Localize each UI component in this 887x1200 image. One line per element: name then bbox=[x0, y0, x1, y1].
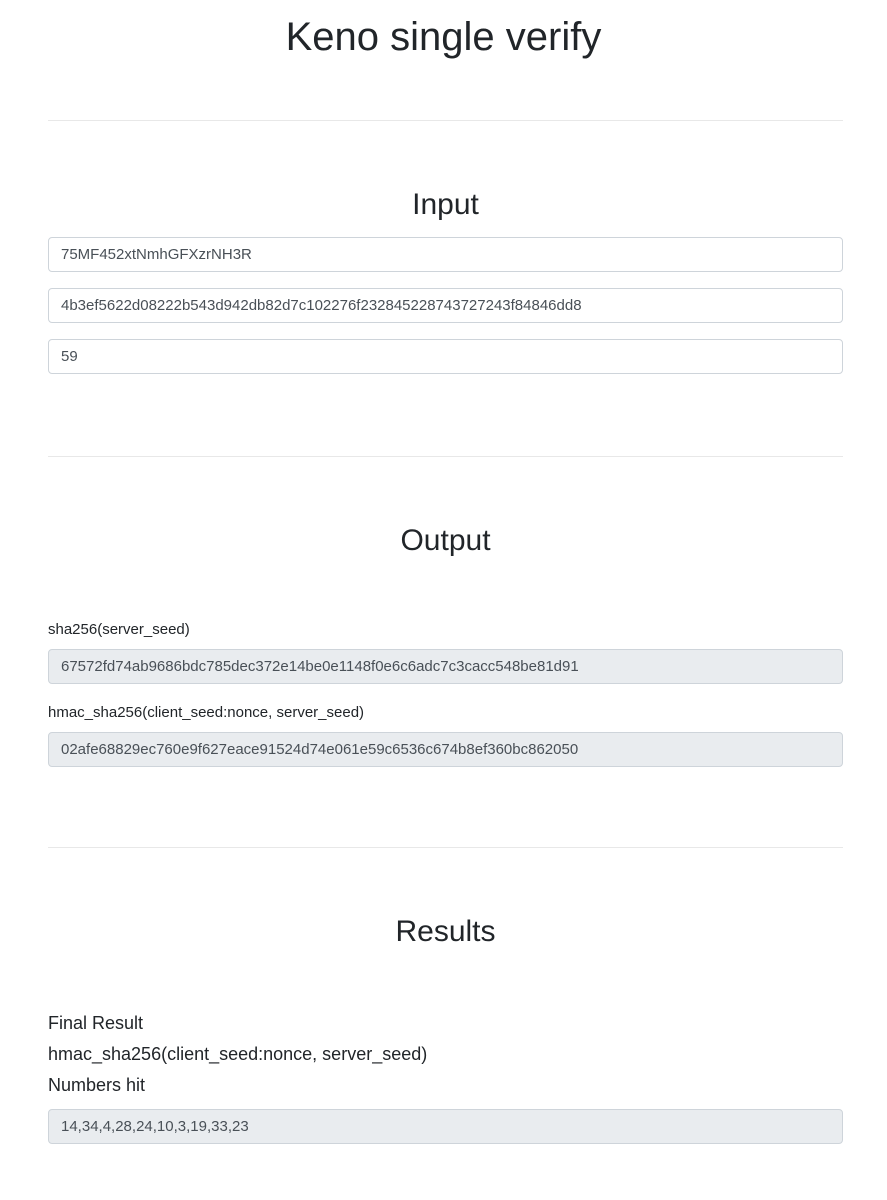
output-heading: Output bbox=[400, 524, 491, 557]
divider-after-output bbox=[48, 847, 843, 848]
divider-after-title bbox=[48, 120, 843, 121]
results-field-wrap bbox=[48, 1109, 843, 1144]
input-fields-group bbox=[48, 237, 843, 374]
hmac-method-label: hmac_sha256(client_seed:nonce, server_seed) bbox=[48, 1044, 428, 1064]
final-result-label: Final Result bbox=[48, 1013, 144, 1033]
hmac-sha256-output[interactable] bbox=[48, 732, 843, 767]
output-section bbox=[48, 523, 843, 767]
hmac-sha256-label: hmac_sha256(client_seed:nonce, server_seed) bbox=[48, 704, 365, 721]
sha256-server-seed-label: sha256(server_seed) bbox=[48, 621, 190, 638]
client-seed-input[interactable] bbox=[48, 237, 843, 272]
results-heading: Results bbox=[395, 915, 496, 948]
nonce-input[interactable] bbox=[48, 339, 843, 374]
numbers-hit-label: Numbers hit bbox=[48, 1075, 146, 1095]
numbers-hit-output[interactable] bbox=[48, 1109, 843, 1144]
results-section bbox=[48, 914, 843, 1144]
page-title: Keno single verify bbox=[285, 15, 602, 59]
result-description bbox=[48, 1008, 843, 1101]
divider-after-input bbox=[48, 456, 843, 457]
sha256-server-seed-output[interactable] bbox=[48, 649, 843, 684]
server-seed-input[interactable] bbox=[48, 288, 843, 323]
input-heading: Input bbox=[412, 188, 479, 221]
input-section bbox=[48, 187, 843, 374]
main-container bbox=[48, 120, 843, 1144]
